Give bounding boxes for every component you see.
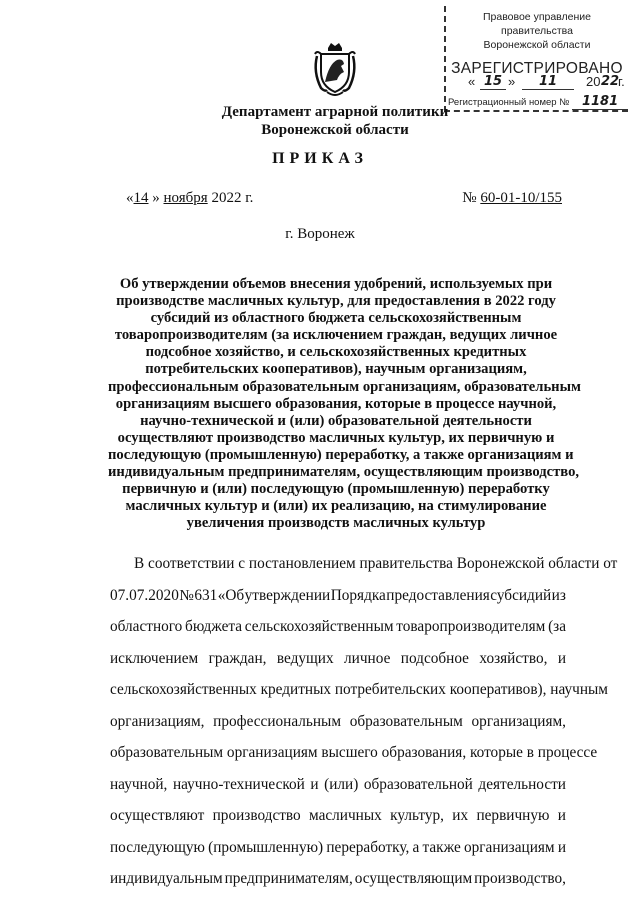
body-text: организациям,	[110, 712, 205, 730]
body-text: 631	[194, 586, 218, 604]
body-text: предоставления	[386, 586, 490, 604]
stamp-open-quote: «	[468, 74, 476, 89]
body-line	[110, 674, 608, 706]
body-text: подсобное	[400, 649, 469, 667]
body-text: производство	[212, 807, 301, 824]
date-year: 2022 г.	[211, 190, 254, 206]
stamp-authority-line1: Правовое управление правительства	[482, 11, 591, 37]
body-text: областного	[110, 618, 183, 635]
body-text: последующую	[110, 838, 205, 856]
coat-of-arms-icon	[311, 42, 359, 98]
body-text: профессиональным	[213, 712, 342, 730]
title-line: масличных культур и (или) их реализацию, на стимулирование	[125, 498, 547, 515]
title-line: производстве масличных культур, для предоставления в 2022 году	[116, 293, 556, 310]
body-text: из	[551, 586, 566, 604]
stamp-year-prefix: 20	[586, 74, 601, 89]
body-text: сельскохозяйственным	[244, 618, 394, 635]
body-text: 07.07.2020	[110, 586, 179, 604]
body-text: осуществляющим	[354, 870, 473, 887]
body-text: деятельности	[478, 775, 566, 793]
date-month: ноября	[163, 190, 208, 206]
document-title	[108, 276, 581, 532]
body-text: их	[452, 807, 469, 824]
body-text: организациям	[463, 838, 555, 856]
body-text: организациям,	[471, 712, 566, 730]
stamp-close-quote: »	[508, 74, 516, 89]
body-text: переработку,	[326, 838, 410, 856]
title-line: товаропроизводителям (за исключением граждан, ведущих личное	[114, 327, 558, 344]
body-text: первичную	[476, 807, 550, 824]
order-number	[462, 190, 562, 207]
body-text: (или)	[324, 775, 359, 793]
stamp-reg-number-label: Регистрационный номер №	[448, 97, 570, 108]
number-prefix: №	[462, 190, 477, 206]
body-line	[110, 548, 618, 580]
registration-stamp	[444, 6, 628, 112]
body-text: и	[557, 807, 566, 824]
body-text: бюджета	[185, 618, 243, 635]
title-line: увеличения производств масличных культур	[186, 515, 486, 532]
body-line	[110, 643, 566, 675]
body-text: индивидуальным	[110, 870, 223, 887]
body-text: личное	[344, 649, 391, 667]
stamp-day: 15	[480, 74, 506, 90]
city: г. Воронеж	[285, 226, 355, 242]
department-name-line1: Департамент аграрной политики	[221, 104, 449, 120]
stamp-year-end: г.	[618, 74, 625, 89]
body-text: и	[557, 838, 566, 856]
body-text: культур,	[390, 807, 444, 824]
document-type-heading: ПРИКАЗ	[272, 150, 368, 167]
body-text: Порядка	[330, 586, 386, 604]
stamp-authority-line2: Воронежской области	[483, 39, 591, 51]
title-line: первичную и (или) последующую (промышленную) переработку	[122, 481, 550, 498]
body-text: научно-технической	[172, 775, 305, 793]
body-line	[110, 611, 566, 643]
body-text: субсидий	[490, 586, 552, 604]
body-text: хозяйство,	[479, 649, 548, 667]
title-line: профессиональным образовательным организациям, образовательным	[108, 378, 581, 395]
number-value: 60-01-10/155	[480, 190, 562, 206]
body-line	[110, 863, 566, 895]
body-text: (промышленную)	[208, 838, 324, 856]
body-text: предпринимателям,	[224, 870, 353, 887]
body-text: утверждении	[244, 586, 331, 604]
body-text: и	[557, 649, 566, 667]
title-line: Об утверждении объемов внесения удобрений, используемых при	[119, 276, 553, 292]
title-line: потребительских кооперативов), научным организациям,	[145, 361, 527, 378]
body-text: также	[422, 838, 461, 856]
body-text: научной,	[110, 775, 168, 793]
date-open-quote: «	[126, 190, 134, 206]
title-line: осуществляют производство масличных культур, их первичную и	[117, 429, 555, 446]
body-line	[110, 737, 598, 769]
document-body	[110, 548, 618, 895]
body-text: образовательным	[349, 712, 463, 730]
stamp-year-suffix: 22	[601, 74, 620, 89]
title-line: научно-технической и (или) образовательной деятельности	[140, 412, 532, 429]
title-line: последующую (промышленную) переработку, а также организациям и	[108, 446, 574, 463]
body-text: масличных	[309, 807, 382, 824]
body-line	[110, 800, 566, 832]
body-line	[110, 769, 566, 801]
body-text: «Об	[217, 586, 245, 604]
body-text: производство,	[474, 870, 566, 887]
body-text: В соответствии с постановлением правительства Воронежской области от	[134, 555, 618, 572]
body-text: исключением	[110, 649, 199, 667]
body-text: ведущих	[276, 649, 334, 667]
body-text: №	[179, 586, 194, 604]
stamp-month: 11	[522, 74, 574, 90]
body-line	[110, 580, 566, 612]
body-text: товаропроизводителям	[396, 618, 546, 635]
title-line: субсидий из областного бюджета сельскохозяйственным	[150, 310, 522, 327]
body-line	[110, 832, 566, 864]
order-date	[126, 190, 253, 207]
stamp-registered-label: ЗАРЕГИСТРИРОВАНО	[451, 60, 623, 77]
stamp-date	[458, 74, 625, 92]
body-text: образовательной	[363, 775, 473, 793]
body-text: и	[310, 775, 319, 793]
body-text: граждан,	[208, 649, 267, 667]
date-day: 14	[133, 190, 149, 206]
title-line: подсобное хозяйство, и сельскохозяйственных кредитных	[145, 344, 527, 361]
body-line	[110, 706, 566, 738]
department-name-line2: Воронежской области	[261, 122, 409, 138]
title-line: организациям высшего образования, которые в процессе научной,	[115, 395, 557, 412]
body-text: осуществляют	[110, 807, 205, 824]
date-close-quote: »	[152, 190, 160, 206]
body-text: образовательным организациям высшего образования, которые в процессе	[110, 744, 598, 761]
body-text: (за	[548, 618, 566, 635]
title-line: индивидуальным предпринимателям, осуществляющим производство,	[108, 464, 580, 481]
stamp-reg-number: 1181	[572, 94, 628, 110]
body-text: сельскохозяйственных кредитных потребительских кооперативов), научным	[110, 681, 608, 698]
body-text: а	[412, 838, 420, 856]
